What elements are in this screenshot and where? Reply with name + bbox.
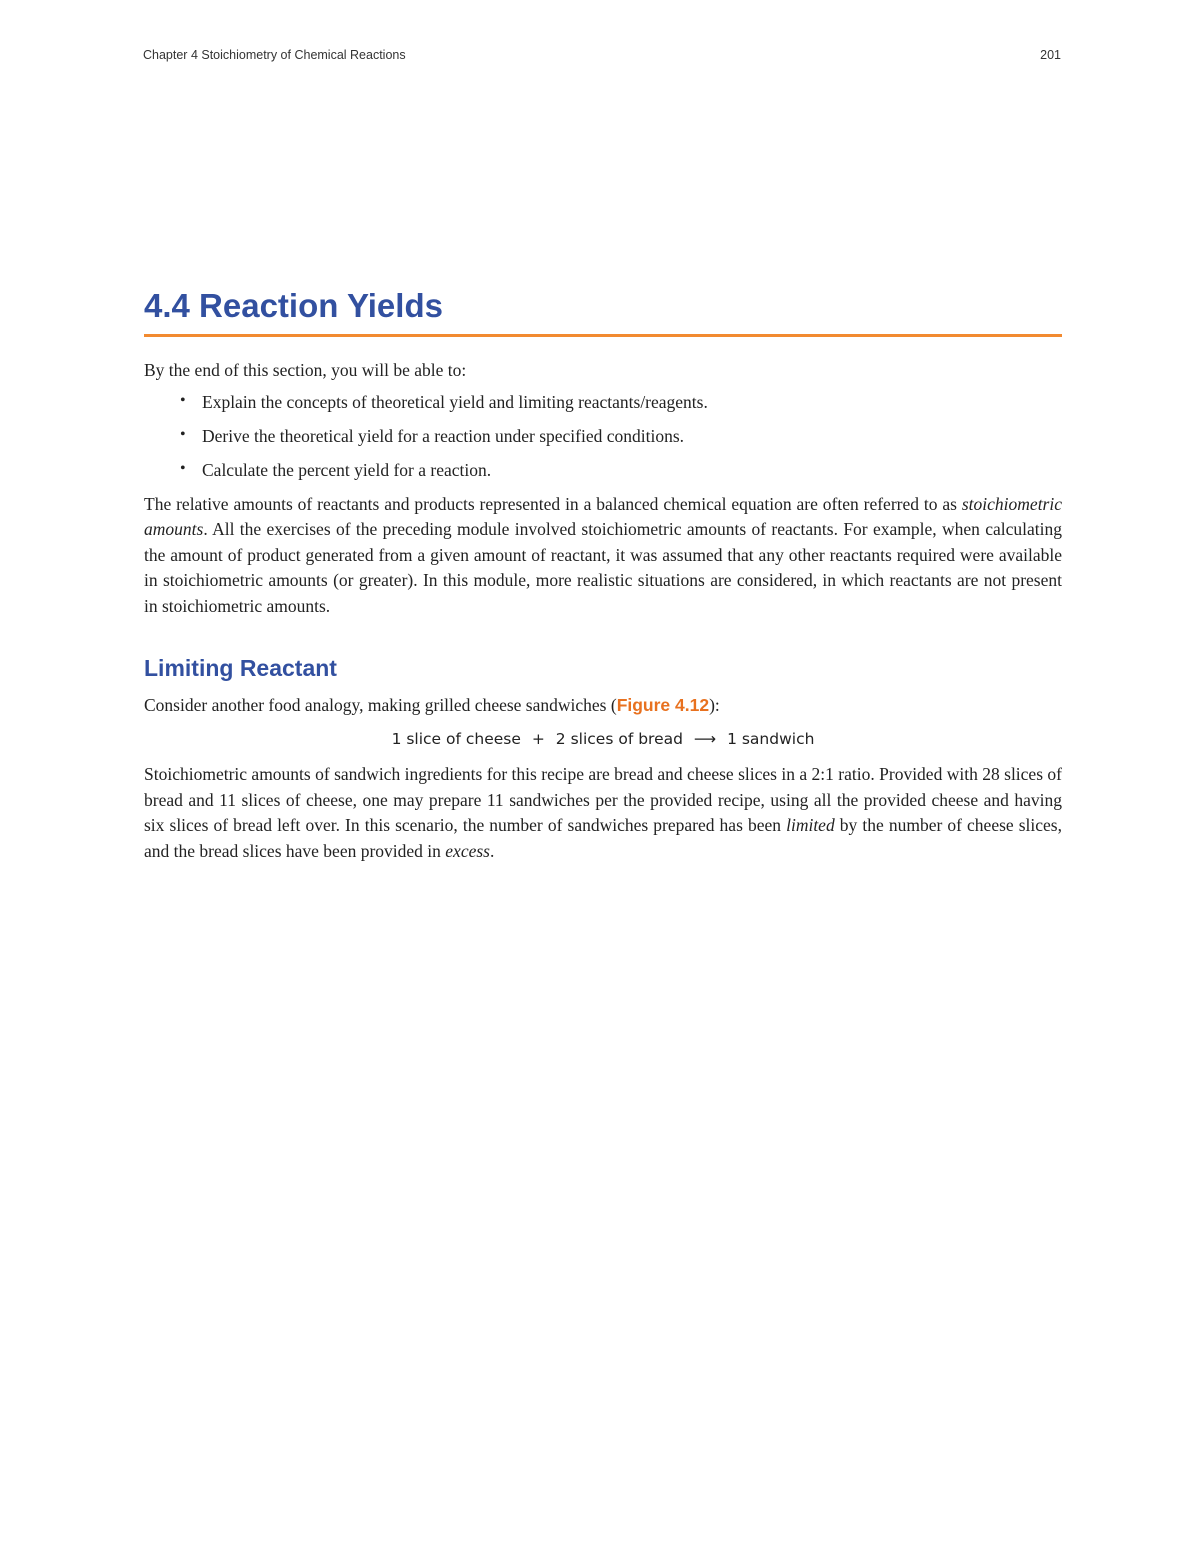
objective-text: Calculate the percent yield for a reaction. (202, 460, 492, 481)
limiting-paragraph (144, 762, 1062, 864)
paragraph-text: Stoichiometric amounts of sandwich ingredients for this recipe are bread and cheese slices in a 2:1 ratio. Provided with 28 slices of bread and 11 slices of cheese, one may prepare 11 sandwiches per the provided recipe, using all the provided cheese and having six slices of bread left over. In this scenario, the number of sandwiches prepared has been (144, 764, 1062, 836)
intro-paragraph (144, 492, 1062, 620)
objective-item (180, 389, 1062, 415)
figure-link[interactable]: Figure 4.12 (616, 694, 710, 715)
chapter-title: Chapter 4 Stoichiometry of Chemical Reactions (143, 48, 406, 62)
paragraph-text: by the number of cheese slices, and the bread slices have been provided in (144, 815, 1062, 861)
bullet-icon: • (180, 391, 186, 409)
page-content (144, 286, 1062, 864)
bullet-icon: • (180, 426, 186, 444)
key-term-limited: limited (786, 815, 835, 836)
paragraph-text: ): (709, 694, 720, 715)
paragraph-text: . (489, 840, 495, 861)
objective-text: Explain the concepts of theoretical yield and limiting reactants/reagents. (202, 391, 708, 412)
section-title: 4.4 Reaction Yields (144, 286, 1062, 337)
paragraph-text: The relative amounts of reactants and products represented in a balanced chemical equation are often referred to as (144, 493, 962, 514)
objective-item (180, 423, 1062, 449)
objective-item (180, 457, 1062, 483)
sandwich-equation (144, 730, 1062, 748)
equation-reactant-bread: 2 slices of bread (555, 730, 683, 749)
key-term-stoichiometric-amounts: stoichiometric amounts (144, 493, 1062, 540)
analogy-intro (144, 693, 1062, 719)
equation-arrow-icon: ⟶ (693, 730, 717, 749)
equation-reactant-cheese: 1 slice of cheese (391, 730, 521, 749)
objective-text: Derive the theoretical yield for a reaction under specified conditions. (202, 426, 685, 447)
key-term-excess: excess (445, 840, 490, 861)
page-number: 201 (1040, 48, 1061, 62)
subsection-title: Limiting Reactant (144, 655, 337, 682)
equation-plus: + (531, 730, 545, 749)
equation-product: 1 sandwich (727, 730, 815, 749)
learning-objectives-list (144, 389, 1062, 484)
bullet-icon: • (180, 460, 186, 478)
objectives-intro: By the end of this section, you will be able to: (144, 359, 467, 380)
paragraph-text: . All the exercises of the preceding module involved stoichiometric amounts of reactants. For example, when calculating the amount of product generated from a given amount of reactant, it was assumed that any other reactants required were available in stoichiometric amounts (or greater). In this module, more realistic situations are considered, in which reactants are not present in stoichiometric amounts. (144, 519, 1062, 616)
running-header (143, 48, 1061, 62)
paragraph-text: Consider another food analogy, making grilled cheese sandwiches ( (144, 694, 617, 715)
